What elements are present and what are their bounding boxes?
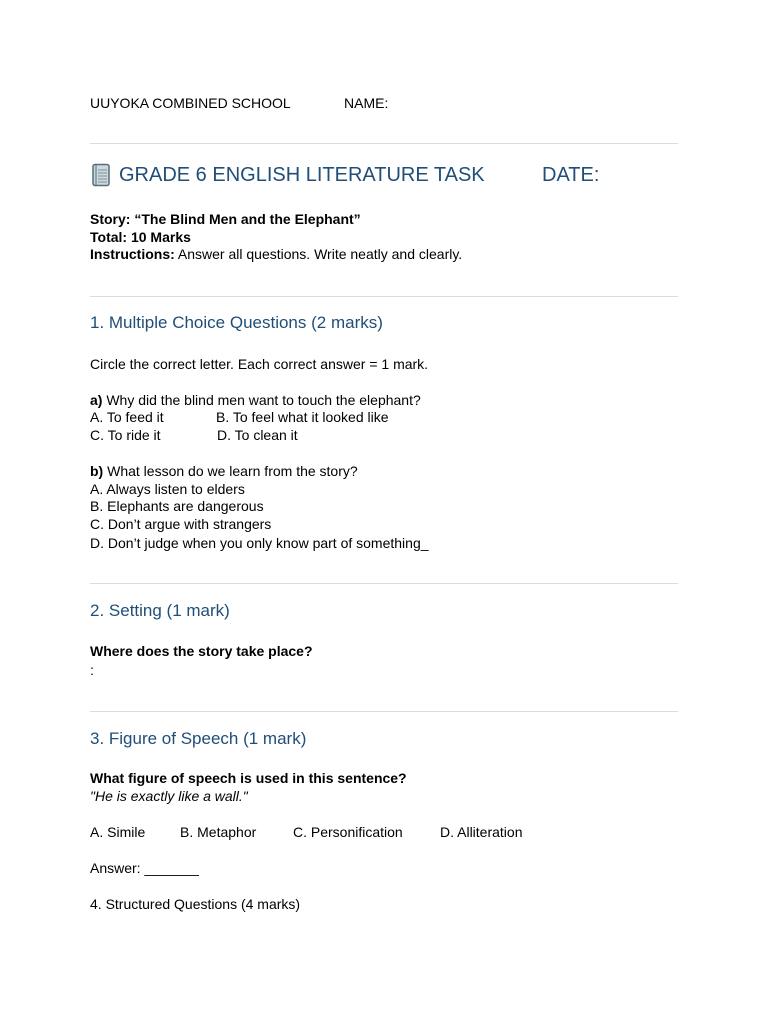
section2-question: Where does the story take place? — [90, 643, 313, 659]
question-b-label: b) — [90, 463, 104, 479]
instructions-text: Answer all questions. Write neatly and clearly. — [177, 246, 463, 262]
question-a-text: Why did the blind men want to touch the elephant? — [106, 392, 421, 408]
option: A. To feed it — [90, 409, 164, 425]
divider — [90, 711, 678, 712]
instructions-label: Instructions: — [90, 246, 175, 262]
question-b-text: What lesson do we learn from the story? — [107, 463, 358, 479]
divider — [90, 583, 678, 584]
option: B. Elephants are dangerous — [90, 498, 264, 514]
answer-line: Answer: _______ — [90, 860, 199, 876]
section3-heading: 3. Figure of Speech (1 mark) — [90, 729, 307, 748]
name-label: NAME: — [344, 95, 389, 111]
option: B. To feel what it looked like — [216, 409, 389, 425]
option: B. Metaphor — [180, 824, 257, 840]
divider — [90, 143, 678, 144]
instructions-line — [90, 245, 462, 263]
answer-mark: : — [90, 662, 94, 678]
section1-intro: Circle the correct letter. Each correct answer = 1 mark. — [90, 356, 429, 372]
story-label: Story: — [90, 211, 131, 227]
date-label: DATE: — [542, 164, 600, 186]
notebook-icon — [90, 163, 112, 187]
quote: "He is exactly like a wall." — [90, 788, 248, 804]
question-a-label: a) — [90, 392, 103, 408]
section1-heading: 1. Multiple Choice Questions (2 marks) — [90, 313, 383, 332]
question-a — [90, 391, 421, 409]
section4-heading: 4. Structured Questions (4 marks) — [90, 896, 301, 912]
story-line — [90, 210, 361, 228]
option: D. To clean it — [217, 427, 298, 443]
total-marks: Total: 10 Marks — [90, 229, 191, 245]
option: A. Always listen to elders — [90, 481, 245, 497]
option: C. Don’t argue with strangers — [90, 516, 272, 532]
question-b — [90, 462, 358, 480]
option: C. Personification — [293, 824, 403, 840]
divider — [90, 296, 678, 297]
option: C. To ride it — [90, 427, 161, 443]
option: A. Simile — [90, 824, 146, 840]
section3-question: What figure of speech is used in this sentence? — [90, 770, 407, 786]
section2-heading: 2. Setting (1 mark) — [90, 601, 230, 620]
school-name: UUYOKA COMBINED SCHOOL — [90, 95, 291, 111]
story-title: “The Blind Men and the Elephant” — [134, 211, 361, 227]
worksheet-title: GRADE 6 ENGLISH LITERATURE TASK — [119, 164, 485, 186]
option: D. Alliteration — [440, 824, 523, 840]
option: D. Don’t judge when you only know part of something_ — [90, 535, 429, 551]
